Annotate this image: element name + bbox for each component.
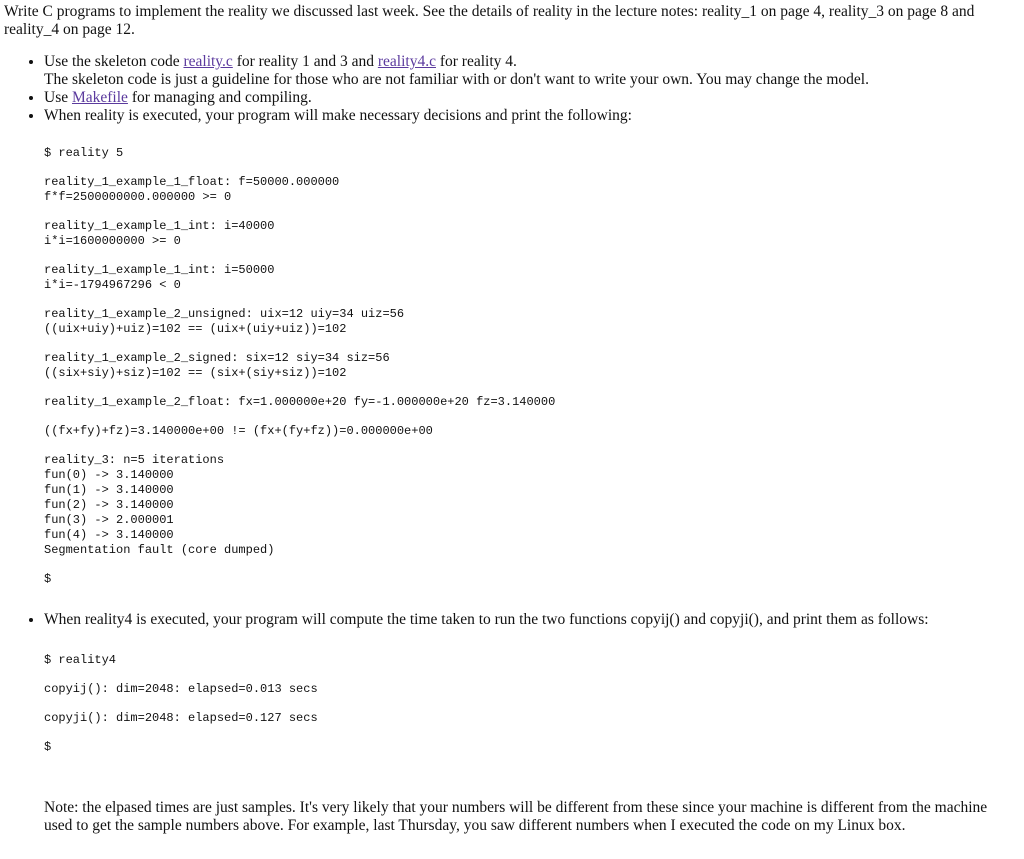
output-copyij: copyij(): dim=2048: elapsed=0.013 secs [44, 682, 318, 696]
bullet-makefile-text-1: Use [44, 89, 72, 106]
bullet-skeleton-guideline: The skeleton code is just a guideline for those who are not familiar with or don't want to write your own. You may change the model. [44, 71, 869, 88]
bullet-skeleton-text-2: for reality 1 and 3 and [232, 53, 378, 70]
cmd-reality: $ reality 5 [44, 146, 124, 160]
reality4-output-block [44, 653, 1020, 755]
bullet-makefile-text-2: for managing and compiling. [127, 89, 312, 106]
reality-output-block [44, 146, 1020, 587]
output-unsigned-example: reality_1_example_2_unsigned: uix=12 uiy=34 uiz=56 ((uix+uiy)+uiz)=102 == (uix+(uiy+uiz))=102 [44, 307, 405, 336]
bullet-reality-executed: • When reality is executed, your program will make necessary decisions and print the following: [44, 107, 1020, 125]
makefile-link[interactable]: Makefile [71, 89, 128, 106]
instruction-list [4, 53, 1020, 125]
output-int-example-1: reality_1_example_1_int: i=40000 i*i=1600000000 >= 0 [44, 219, 275, 248]
bullet-skeleton-code [44, 53, 1020, 89]
bullet-skeleton-text-1: Use the skeleton code [44, 53, 184, 70]
intro-paragraph: Write C programs to implement the reality we discussed last week. See the details of reality in the lecture notes: reality_1 on page 4, reality_3 on page 8 and reality_4 on page 12. [4, 3, 975, 38]
output-signed-example: reality_1_example_2_signed: six=12 siy=34 siz=56 ((six+siy)+siz)=102 == (six+(siy+siz))=102 [44, 351, 390, 380]
output-reality3: reality_3: n=5 iterations fun(0) -> 3.140000 fun(1) -> 3.140000 fun(2) -> 3.140000 fun(3) -> 2.000001 fun(4) -> 3.140000 Segmentation fault (core dumped) [44, 453, 275, 557]
output-float-example-2: reality_1_example_2_float: fx=1.000000e+20 fy=-1.000000e+20 fz=3.140000 [44, 395, 556, 409]
bullet-skeleton-text-3: for reality 4. [435, 53, 517, 70]
reality-c-link[interactable]: reality.c [183, 53, 233, 70]
instruction-list-2 [4, 611, 1020, 629]
output-int-example-2: reality_1_example_1_int: i=50000 i*i=-1794967296 < 0 [44, 263, 275, 292]
output-float-compare: ((fx+fy)+fz)=3.140000e+00 != (fx+(fy+fz))=0.000000e+00 [44, 424, 433, 438]
shell-prompt-2: $ [44, 740, 52, 754]
shell-prompt-1: $ [44, 572, 52, 586]
output-float-example: reality_1_example_1_float: f=50000.000000 f*f=2500000000.000000 >= 0 [44, 175, 340, 204]
cmd-reality4: $ reality4 [44, 653, 117, 667]
reality4-c-link[interactable]: reality4.c [377, 53, 436, 70]
bullet-reality4-executed: • When reality4 is executed, your program will compute the time taken to run the two functions copyij() and copyji(), and print them as follows: [44, 611, 1020, 629]
note-paragraph: Note: the elpased times are just samples. It's very likely that your numbers will be different from these since your machine is different from the machine used to get the sample numbers above. For example, last Thursday, you saw different numbers when I executed the code on my Linux box. [44, 799, 988, 834]
output-copyji: copyji(): dim=2048: elapsed=0.127 secs [44, 711, 318, 725]
bullet-makefile [44, 89, 1020, 107]
